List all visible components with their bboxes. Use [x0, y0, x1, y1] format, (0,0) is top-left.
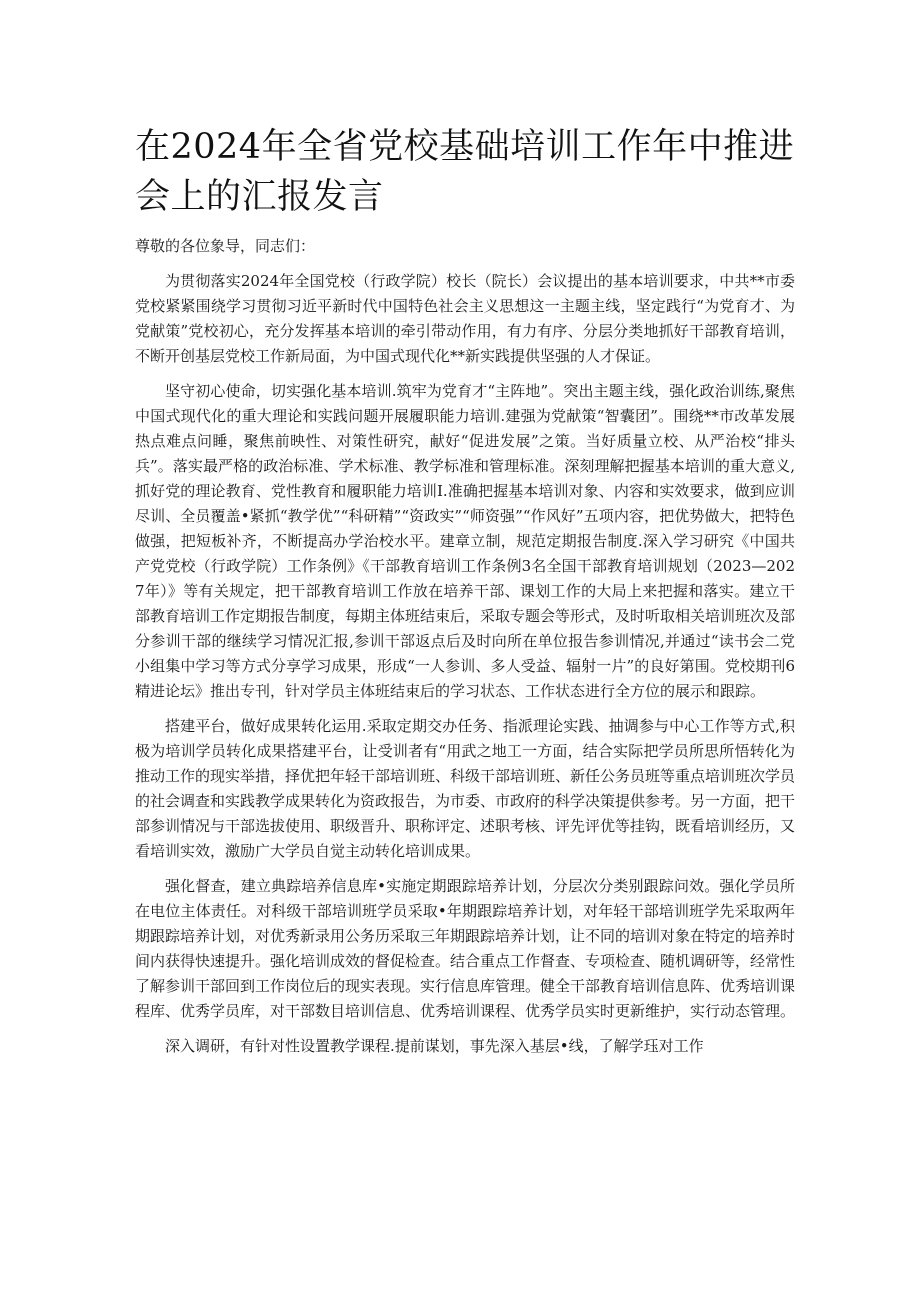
document-body [135, 269, 795, 1069]
paragraph-basic-training: 坚守初心使命，切实强化基本培训.筑牢为党育才“主阵地”。突出主题主线，强化政治训练,聚焦中国式现代化的重大理论和实践问题开展履职能力培训.建强为党献策“智囊团”。围绕**市改革发展热点难点问睡，聚焦前映性、对策性研究，献好“促进发展”之策。当好质量立校、从严治校“排头兵”。落实最严格的政治标准、学术标准、教学标准和管理标准。深刻理解把握基本培训的重大意义,抓好党的理论教育、党性教育和履职能力培训I.准确把握基本培训对象、内容和实效要求，做到应训尽训、全员覆盖•紧抓“教学优”“科研精”“资政实”“师资强”“作风好”五项内容，把优势做大，把特色做强，把短板补齐，不断提高办学治校水平。建章立制，规范定期报告制度.深入学习研究《中国共产党党校（行政学院）工作条例》《干部教育培训工作条例3名全国干部教育培训规划（2023—2027年）》等有关规定，把干部教育培训工作放在培养干部、课划工作的大局上来把握和落实。建立干部教育培训工作定期报告制度，每期主体班结束后，采取专题会等形式，及时听取相关培训班次及部分参训干部的继续学习情况汇报,参训干部返点后及时向所在单位报告参训情况,并通过“读书会二党小组集中学习等方式分享学习成果，形成“一人参训、多人受益、辐射一片”的良好第围。党校期刊6精进论坛》推出专刊，针对学员主体班结束后的学习状态、工作状态进行全方位的展示和跟踪。 [135, 382, 796, 700]
paragraph-intro: 为贯彻落实2024年全国党校（行政学院）校长（院长）会议提出的基本培训要求，中共**市委党校紧紧围绕学习贯彻习近平新时代中国特色社会主义思想这一主题主线，坚定践行“为党育才、为党献策”党校初心，充分发挥基本培训的牵引带动作用，有力有序、分层分类地抓好干部教育培训，不断开创基层党校工作新局面，为中国式现代化**新实践提供坚强的人才保证。 [135, 272, 795, 365]
paragraph-supervision: 强化督查，建立典踪培养信息库•实施定期跟踪培养计划，分层次分类别跟踪问效。强化学员所在电位主体责任。对科级干部培训班学员采取•年期跟踪培养计划，对年轻干部培训班学先采取两年期跟踪培养计划，对优秀新录用公务历采取三年期跟踪培养计划，让不同的培训对象在特定的培养时间内获得快速提升。强化培训成效的督促检查。结合重点工作督查、专项检查、随机调研等，经常性了解参训干部回到工作岗位后的现实表现。实行信息库管理。健全干部教育培训信息阵、优秀培训课程库、优秀学员库，对干部数目培训信息、优秀培训课程、优秀学员实时更新维护，实行动态管理。 [135, 877, 796, 1020]
document-title: 在2024年全省党校基础培训工作年中推进会上的汇报发言 [135, 127, 795, 217]
paragraph-platform: 搭建平台，做好成果转化运用.采取定期交办任务、指派理论实践、抽调参与中心工作等方式,积极为培训学员转化成果搭建平台，让受训者有“用武之地工一方面，结合实际把学员所思所悟转化为推动工作的现实举措，择优把年轻干部培训班、科级干部培训班、新任公务员班等重点培训班次学员的社会调查和实践教学成果转化为资政报告，为市委、市政府的科学决策提供参考。另一方面，把干部参训情况与干部选拔使用、职级晋升、职称评定、述职考核、评先评优等挂钩，既看培训经历，又看培训实效，激励广大学员自觉主动转化培训成果。 [135, 717, 796, 860]
paragraph-research: 深入调研，有针对性设置教学课程.提前谋划，事先深入基层•线，了解学珏对工作 [165, 1037, 704, 1055]
salutation: 尊敬的各位象导，同志们： [135, 237, 316, 255]
